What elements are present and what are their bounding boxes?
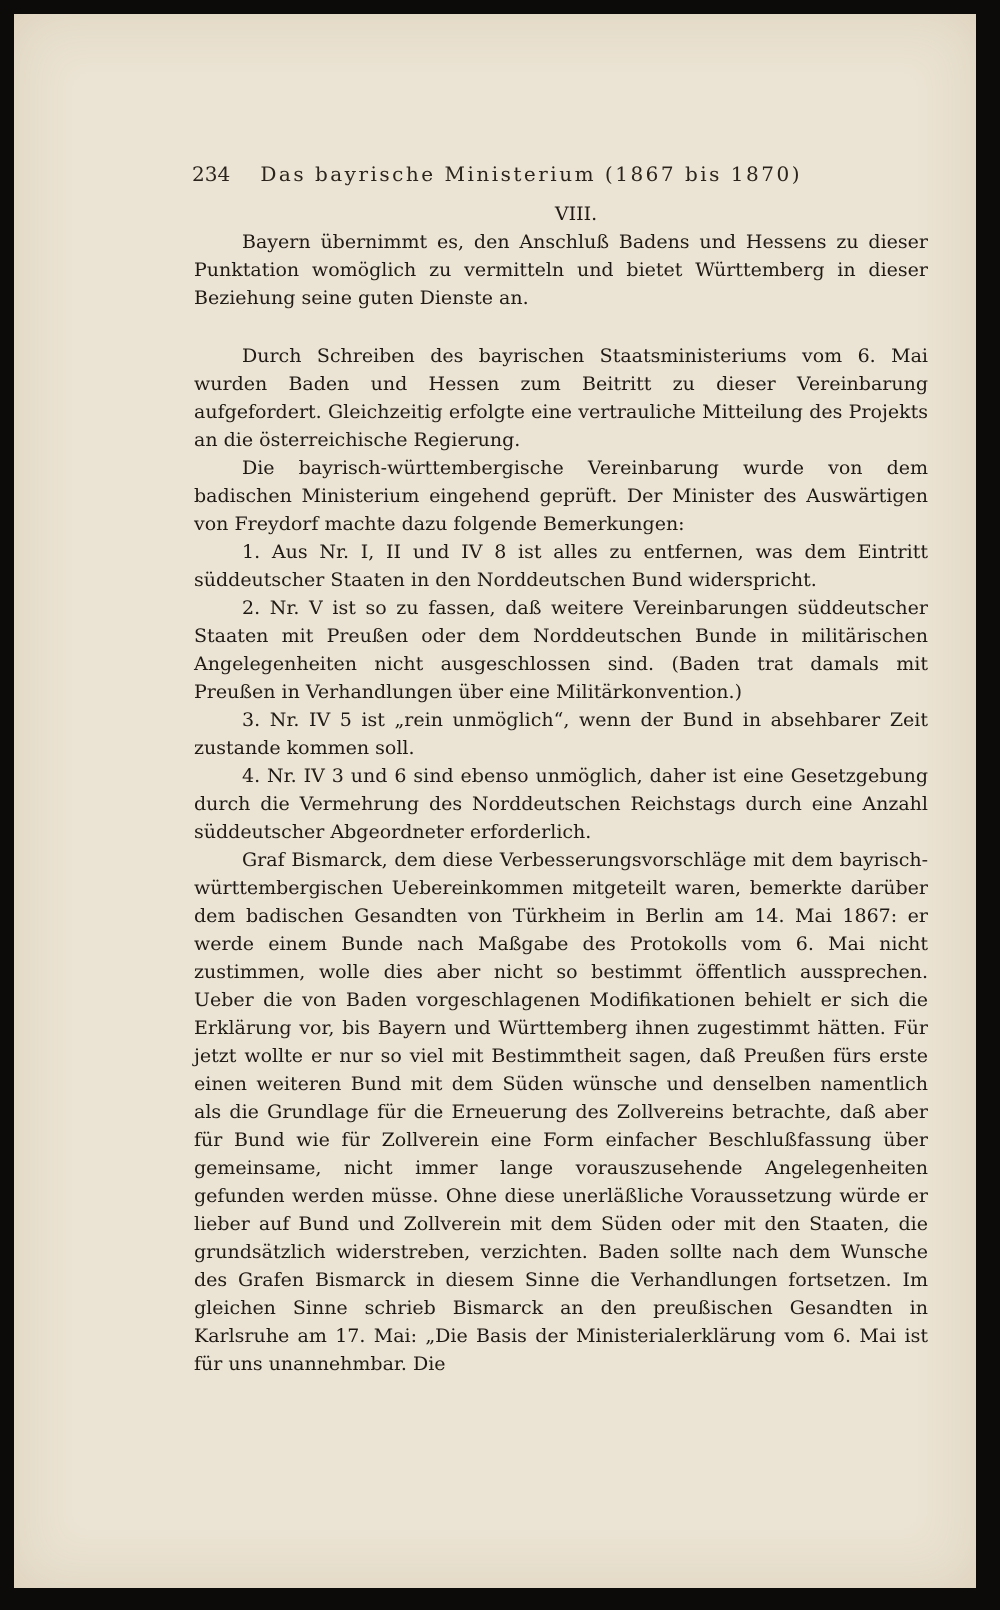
section-number: VIII. xyxy=(554,203,598,225)
page-body xyxy=(194,200,928,1378)
page-header xyxy=(192,162,802,186)
paragraph: Durch Schreiben des bayrischen Staatsministeriums vom 6. Mai wurden Baden und Hessen zum Beitritt zu dieser Vereinbarung aufgefordert. Gleichzeitig erfolgte eine vertrauliche Mitteilung des Projekts an die österreichische Regierung. xyxy=(194,345,928,451)
list-item-1: 1. Aus Nr. I, II und IV 8 ist alles zu entfernen, was dem Eintritt süddeutscher Staaten in den Norddeutschen Bund widerspricht. xyxy=(194,541,928,591)
list-item-4: 4. Nr. IV 3 und 6 sind ebenso unmöglich, daher ist eine Gesetzgebung durch die Vermehrung des Norddeutschen Reichstags durch eine Anzahl süddeutscher Abgeordneter erforderlich. xyxy=(194,765,928,843)
page-number: 234 xyxy=(192,162,231,186)
book-page xyxy=(14,14,976,1588)
list-item-3: 3. Nr. IV 5 ist „rein unmöglich“, wenn der Bund in absehbarer Zeit zustande kommen soll. xyxy=(194,709,928,759)
list-item-2: 2. Nr. V ist so zu fassen, daß weitere Vereinbarungen süddeutscher Staaten mit Preußen oder dem Norddeutschen Bunde in militärischen Angelegenheiten nicht ausgeschlossen sind. (Baden trat damals mit Preußen in Verhandlungen über eine Militärkonvention.) xyxy=(194,597,928,703)
paragraph-gap xyxy=(194,312,928,342)
paragraph: Die bayrisch-württembergische Vereinbarung wurde von dem badischen Ministerium eingehend geprüft. Der Minister des Auswärtigen von Freydorf machte dazu folgende Bemerkungen: xyxy=(194,457,928,535)
running-title: Das bayrische Ministerium (1867 bis 1870) xyxy=(260,162,802,186)
paragraph: Graf Bismarck, dem diese Verbesserungsvorschläge mit dem bayrisch-württembergischen Uebereinkommen mitgeteilt waren, bemerkte darüber dem badischen Gesandten von Türkheim in Berlin am 14. Mai 1867: er werde einem Bunde nach Maßgabe des Protokolls vom 6. Mai nicht zustimmen, wolle dies aber nicht so bestimmt öffentlich aussprechen. Ueber die von Baden vorgeschlagenen Modifikationen behielt er sich die Erklärung vor, bis Bayern und Württemberg ihnen zugestimmt hätten. Für jetzt wollte er nur so viel mit Bestimmtheit sagen, daß Preußen fürs erste einen weiteren Bund mit dem Süden wünsche und denselben namentlich als die Grundlage für die Erneuerung des Zollvereins betrachte, daß aber für Bund wie für Zollverein eine Form einfacher Beschlußfassung über gemeinsame, nicht immer lange vorauszusehende Angelegenheiten gefunden werden müsse. Ohne diese unerläßliche Voraussetzung würde er lieber auf Bund und Zollverein mit dem Süden oder mit den Staaten, die grundsätzlich widerstreben, verzichten. Baden sollte nach dem Wunsche des Grafen Bismarck in diesem Sinne die Verhandlungen fortsetzen. Im gleichen Sinne schrieb Bismarck an den preußischen Gesandten in Karlsruhe am 17. Mai: „Die Basis der Ministerialerklärung vom 6. Mai ist für uns unannehmbar. Die xyxy=(194,849,928,1375)
paragraph: Bayern übernimmt es, den Anschluß Badens und Hessens zu dieser Punktation womöglich zu vermitteln und bietet Württemberg in dieser Beziehung seine guten Dienste an. xyxy=(194,231,928,309)
